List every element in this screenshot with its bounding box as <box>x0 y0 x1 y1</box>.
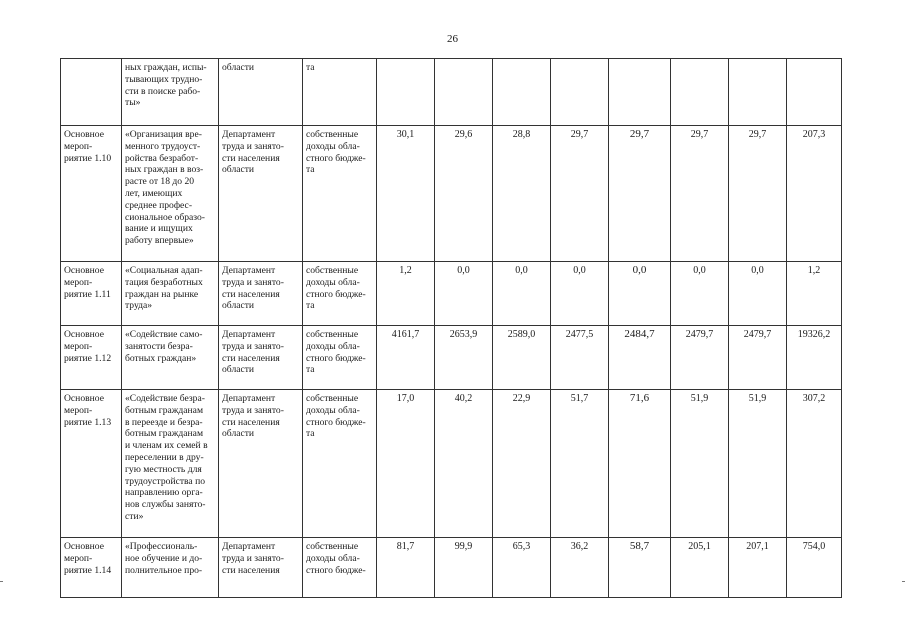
cell-value: 2589,0 <box>493 326 551 390</box>
cell-source: собственные доходы обла- стного бюдже- та <box>303 262 377 326</box>
cell-value: 1,2 <box>787 262 842 326</box>
cell-value: 0,0 <box>671 262 729 326</box>
cell-value <box>787 59 842 126</box>
cell-value: 65,3 <box>493 538 551 598</box>
cell-name: «Профессиональ- ное обучение и до- полнительное про- <box>122 538 219 598</box>
cell-value <box>435 59 493 126</box>
cell-name: «Содействие безра- ботным гражданам в переезде и безра- ботным гражданам и членам их семей в переселении в дру- гую местность для трудоустройства по направлению орга- нов службы занято- сти» <box>122 390 219 538</box>
cell-value: 99,9 <box>435 538 493 598</box>
cell-value: 40,2 <box>435 390 493 538</box>
cell-value: 22,9 <box>493 390 551 538</box>
cell-source: та <box>303 59 377 126</box>
table-row <box>61 538 842 598</box>
cell-value: 4161,7 <box>377 326 435 390</box>
cell-value: 2477,5 <box>551 326 609 390</box>
cell-value <box>493 59 551 126</box>
cell-value: 28,8 <box>493 126 551 262</box>
cell-value: 307,2 <box>787 390 842 538</box>
cell-value: 71,6 <box>609 390 671 538</box>
page-number: 26 <box>447 33 458 45</box>
cell-event: Основное мероп- риятие 1.14 <box>61 538 122 598</box>
cell-value: 29,7 <box>671 126 729 262</box>
cell-value: 51,9 <box>729 390 787 538</box>
cell-value: 30,1 <box>377 126 435 262</box>
cell-executor: Департамент труда и занято- сти населения области <box>219 126 303 262</box>
table-row <box>61 126 842 262</box>
table-row <box>61 326 842 390</box>
cell-executor: Департамент труда и занято- сти населения области <box>219 326 303 390</box>
cell-value: 58,7 <box>609 538 671 598</box>
cell-name: ных граждан, испы- тывающих трудно- сти в поиске рабо- ты» <box>122 59 219 126</box>
cell-value: 754,0 <box>787 538 842 598</box>
cell-name: «Организация вре- менного трудоуст- ройства безработ- ных граждан в воз- расте от 18 до 20 лет, имеющих среднее профес- сиональное образо- вание и ищущих работу впервые» <box>122 126 219 262</box>
cell-value: 29,7 <box>729 126 787 262</box>
table-row <box>61 390 842 538</box>
cell-value: 2653,9 <box>435 326 493 390</box>
cell-value <box>377 59 435 126</box>
cell-value: 36,2 <box>551 538 609 598</box>
cell-source: собственные доходы обла- стного бюдже- та <box>303 390 377 538</box>
cell-value: 19326,2 <box>787 326 842 390</box>
cell-executor: Департамент труда и занято- сти населения <box>219 538 303 598</box>
cell-value <box>609 59 671 126</box>
scan-edge-mark <box>0 581 3 582</box>
cell-value: 0,0 <box>729 262 787 326</box>
cell-executor: области <box>219 59 303 126</box>
cell-event: Основное мероп- риятие 1.10 <box>61 126 122 262</box>
table-row <box>61 59 842 126</box>
cell-value <box>729 59 787 126</box>
cell-value: 0,0 <box>609 262 671 326</box>
budget-table <box>60 58 842 598</box>
cell-value: 2484,7 <box>609 326 671 390</box>
cell-name: «Содействие само- занятости безра- ботных граждан» <box>122 326 219 390</box>
cell-executor: Департамент труда и занято- сти населения области <box>219 390 303 538</box>
cell-value: 29,6 <box>435 126 493 262</box>
cell-value: 2479,7 <box>729 326 787 390</box>
cell-value: 51,7 <box>551 390 609 538</box>
cell-value: 0,0 <box>435 262 493 326</box>
cell-event <box>61 59 122 126</box>
cell-source: собственные доходы обла- стного бюдже- та <box>303 126 377 262</box>
cell-value: 17,0 <box>377 390 435 538</box>
cell-value: 81,7 <box>377 538 435 598</box>
cell-source: собственные доходы обла- стного бюдже- <box>303 538 377 598</box>
cell-name: «Социальная адап- тация безработных граждан на рынке труда» <box>122 262 219 326</box>
table-row <box>61 262 842 326</box>
cell-event: Основное мероп- риятие 1.11 <box>61 262 122 326</box>
cell-value: 205,1 <box>671 538 729 598</box>
cell-value: 0,0 <box>551 262 609 326</box>
cell-value: 29,7 <box>551 126 609 262</box>
cell-value <box>671 59 729 126</box>
cell-value: 207,3 <box>787 126 842 262</box>
cell-value <box>551 59 609 126</box>
cell-value: 51,9 <box>671 390 729 538</box>
cell-value: 0,0 <box>493 262 551 326</box>
cell-source: собственные доходы обла- стного бюдже- та <box>303 326 377 390</box>
cell-value: 29,7 <box>609 126 671 262</box>
cell-event: Основное мероп- риятие 1.13 <box>61 390 122 538</box>
cell-value: 2479,7 <box>671 326 729 390</box>
cell-value: 207,1 <box>729 538 787 598</box>
cell-event: Основное мероп- риятие 1.12 <box>61 326 122 390</box>
cell-executor: Департамент труда и занято- сти населения области <box>219 262 303 326</box>
cell-value: 1,2 <box>377 262 435 326</box>
